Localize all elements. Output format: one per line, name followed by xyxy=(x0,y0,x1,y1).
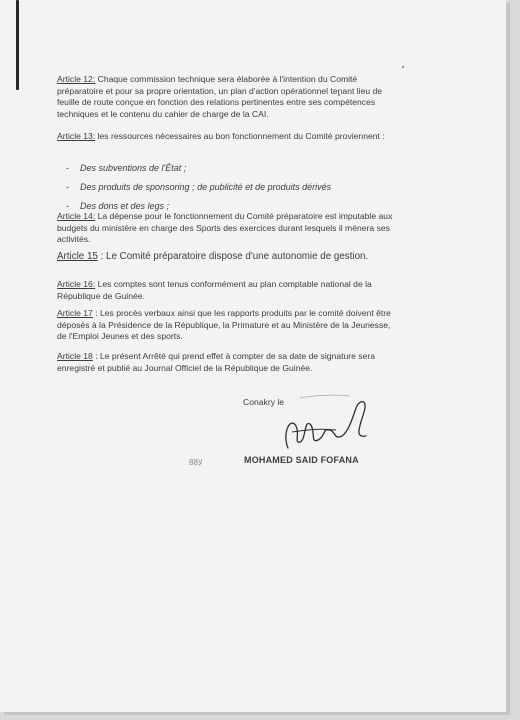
article-17 xyxy=(57,308,395,343)
resource-item: - Des subventions de l'État ; xyxy=(66,159,396,178)
article-text: : Les procès verbaux ainsi que les rapports produits par le comité doivent être déposés à la Présidence de la République, la Primature et au Ministère de la Jeunesse, de l'Emploi Jeunes et des sports. xyxy=(57,308,391,342)
article-13 xyxy=(57,131,395,143)
resource-item: - Des produits de sponsoring ; de publicité et de produits dérivés xyxy=(66,178,396,197)
resources-list xyxy=(66,159,396,216)
scan-mark: ﻻ88 xyxy=(189,458,203,467)
article-text: Chaque commission technique sera élaborée à l'intention du Comité préparatoire et pour sa propre orientation, un plan d'action opérationnel tenant lieu de feuille de route conçue en fonction des relations pertinentes entre ses compétences techniques et le contenu du cahier de charge de la CAI. xyxy=(57,74,383,119)
handwritten-signature xyxy=(270,390,380,454)
resource-item: - Des dons et des legs ; xyxy=(66,197,396,216)
article-15 xyxy=(57,251,395,263)
signatory-name: MOHAMED SAID FOFANA xyxy=(244,455,359,465)
article-14 xyxy=(57,211,395,246)
article-text: Les comptes sont tenus conformément au plan comptable national de la République de Guinée. xyxy=(57,279,372,301)
article-label: Article 14: xyxy=(57,211,96,221)
article-18 xyxy=(57,351,395,374)
article-text: les ressources nécessaires au bon fonctionnement du Comité proviennent : xyxy=(95,131,385,141)
place-date: Conakry le xyxy=(243,397,285,407)
article-text: La dépense pour le fonctionnement du Comité préparatoire est imputable aux budgets du ministère en charge des Sports des exercices durant lesquels il ménera ses activités. xyxy=(57,211,393,245)
article-label: Article 17 xyxy=(57,308,93,318)
scan-speck xyxy=(402,66,404,68)
article-label: Article 12: xyxy=(57,74,96,84)
article-12 xyxy=(57,74,395,120)
article-label: Article 18 xyxy=(57,351,93,361)
article-16 xyxy=(57,279,395,302)
article-text: : Le Comité préparatoire dispose d'une autonomie de gestion. xyxy=(97,251,369,262)
article-text: : Le présent Arrêté qui prend effet à compter de sa date de signature sera enregistré et publié au Journal Officiel de la République de Guinée. xyxy=(57,351,376,373)
binder-mark xyxy=(16,0,19,90)
article-label: Article 13: xyxy=(57,131,96,141)
article-label: Article 16: xyxy=(57,279,96,289)
article-label: Article 15 xyxy=(57,251,98,262)
